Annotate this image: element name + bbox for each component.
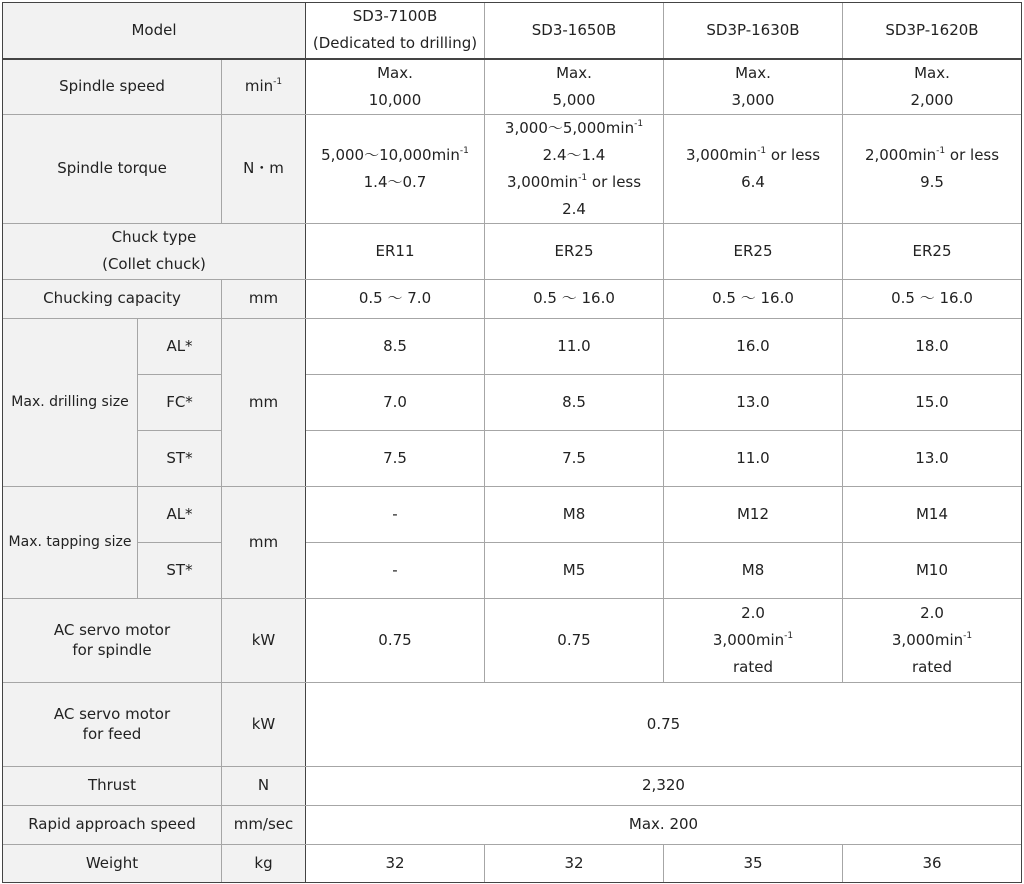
weight-value: 36 [843,844,1022,882]
spindle-speed-value: Max. 2,000 [843,59,1022,115]
spindle-speed-value: Max. 5,000 [485,59,664,115]
servo-feed-row [3,682,1022,766]
drilling-value: 13.0 [843,430,1022,486]
weight-unit: kg [222,844,306,882]
servo-spindle-value: 2.0 $3,000\min^{-1}$ rated [664,598,843,682]
drilling-value: 18.0 [843,318,1022,374]
tapping-value: M14 [843,486,1022,542]
weight-row [3,844,1022,882]
drilling-value: 8.5 [485,374,664,430]
drilling-row [3,430,1022,486]
thrust-row [3,766,1022,805]
tapping-value: M5 [485,542,664,598]
weight-value: 32 [485,844,664,882]
drilling-value: 15.0 [843,374,1022,430]
servo-spindle-unit: kW [222,598,306,682]
spindle-speed-value: Max. 10,000 [306,59,485,115]
servo-feed-label: AC servo motor for feed [3,682,222,766]
spindle-torque-value: $3,000\sim 5,000\min^{-1}$ 2.4～1.4 $3,000\min^{-1}$ or less 2.4 [485,114,664,223]
chuck-type-value: ER25 [843,223,1022,279]
drilling-unit: mm [222,318,306,486]
chucking-capacity-unit: mm [222,279,306,318]
chucking-capacity-value: 0.5 ～ 16.0 [664,279,843,318]
spindle-torque-label: Spindle torque [3,114,222,223]
chuck-type-value: ER25 [664,223,843,279]
model-sd3p-1620b: SD3P-1620B [843,3,1022,59]
drilling-material: ST* [138,430,222,486]
spindle-torque-value: $3,000\min^{-1}$ or less 6.4 [664,114,843,223]
spindle-speed-label: Spindle speed [3,59,222,115]
chuck-type-label: Chuck type (Collet chuck) [3,223,306,279]
drilling-value: 11.0 [664,430,843,486]
model-label: Model [3,3,306,59]
model-sd3-7100b: SD3-7100B (Dedicated to drilling) [306,3,485,59]
chuck-type-value: ER11 [306,223,485,279]
chucking-capacity-label: Chucking capacity [3,279,222,318]
chucking-capacity-value: 0.5 ～ 16.0 [485,279,664,318]
servo-spindle-row [3,598,1022,682]
spindle-torque-value: $2,000\min^{-1}$ or less 9.5 [843,114,1022,223]
tapping-value: M10 [843,542,1022,598]
thrust-unit: N [222,766,306,805]
chucking-capacity-value: 0.5 ～ 7.0 [306,279,485,318]
chuck-type-row [3,223,1022,279]
drilling-row [3,318,1022,374]
drilling-value: 11.0 [485,318,664,374]
spindle-torque-unit: N・m [222,114,306,223]
rapid-approach-row [3,805,1022,844]
tapping-value: - [306,542,485,598]
tapping-row [3,542,1022,598]
drilling-value: 16.0 [664,318,843,374]
weight-value: 32 [306,844,485,882]
spindle-torque-value: $5,000\sim 10,000\min^{-1}$ 1.4～0.7 [306,114,485,223]
drilling-value: 7.0 [306,374,485,430]
chucking-capacity-row [3,279,1022,318]
tapping-value: M8 [485,486,664,542]
model-sd3-1650b: SD3-1650B [485,3,664,59]
rapid-approach-unit: mm/sec [222,805,306,844]
drilling-row [3,374,1022,430]
thrust-value: 2,320 [306,766,1022,805]
servo-spindle-value: 0.75 [485,598,664,682]
servo-feed-unit: kW [222,682,306,766]
spindle-speed-value: Max. 3,000 [664,59,843,115]
header-row [3,3,1022,59]
tapping-material: AL* [138,486,222,542]
weight-value: 35 [664,844,843,882]
tapping-value: - [306,486,485,542]
tapping-label: Max. tapping size [3,486,138,598]
spindle-speed-unit: $\min^{-1}$ [222,59,306,115]
drilling-value: 7.5 [485,430,664,486]
spindle-speed-row [3,59,1022,115]
thrust-label: Thrust [3,766,222,805]
drilling-value: 7.5 [306,430,485,486]
servo-spindle-label: AC servo motor for spindle [3,598,222,682]
rapid-approach-label: Rapid approach speed [3,805,222,844]
servo-spindle-value: 0.75 [306,598,485,682]
tapping-value: M8 [664,542,843,598]
tapping-material: ST* [138,542,222,598]
chuck-type-value: ER25 [485,223,664,279]
chucking-capacity-value: 0.5 ～ 16.0 [843,279,1022,318]
drilling-label: Max. drilling size [3,318,138,486]
servo-spindle-value: 2.0 $3,000\min^{-1}$ rated [843,598,1022,682]
spindle-torque-row [3,114,1022,223]
model-sd3p-1630b: SD3P-1630B [664,3,843,59]
drilling-material: FC* [138,374,222,430]
servo-feed-value: 0.75 [306,682,1022,766]
rapid-approach-value: Max. 200 [306,805,1022,844]
drilling-material: AL* [138,318,222,374]
tapping-value: M12 [664,486,843,542]
tapping-row [3,486,1022,542]
weight-label: Weight [3,844,222,882]
spec-table [2,2,1022,883]
drilling-value: 8.5 [306,318,485,374]
drilling-value: 13.0 [664,374,843,430]
tapping-unit: mm [222,486,306,598]
